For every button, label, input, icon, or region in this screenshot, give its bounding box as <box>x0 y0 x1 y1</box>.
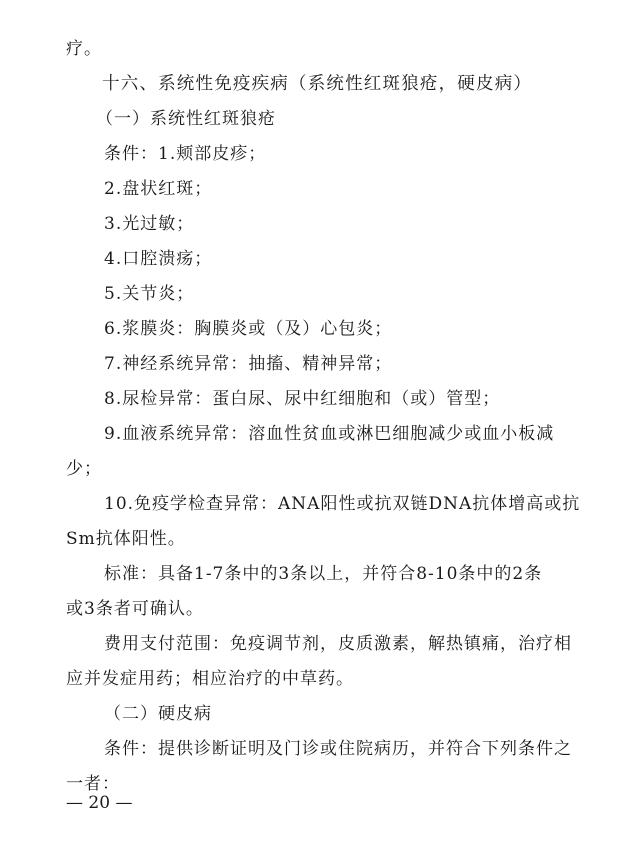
text-line: 应并发症用药；相应治疗的中草药。 <box>66 669 354 689</box>
text-line: 10.免疫学检查异常：ANA阳性或抗双链DNA抗体增高或抗 <box>104 494 581 514</box>
text-line: 标准：具备1-7条中的3条以上，并符合8-10条中的2条 <box>104 564 543 584</box>
text-line: 疗。 <box>66 39 102 59</box>
text-line: Sm抗体阳性。 <box>66 529 186 549</box>
text-line: 6.浆膜炎：胸膜炎或（及）心包炎； <box>104 319 393 339</box>
subsection-heading: （二）硬皮病 <box>104 704 212 724</box>
subsection-heading: （一）系统性红斑狼疮 <box>96 109 276 129</box>
text-line: 4.口腔溃疡； <box>104 249 213 269</box>
text-line: 2.盘状红斑； <box>104 179 213 199</box>
text-line: 条件：1.颊部皮疹； <box>104 144 267 164</box>
text-line: 一者： <box>66 774 120 794</box>
text-line: 7.神经系统异常：抽搐、精神异常； <box>104 354 393 374</box>
text-line: 条件：提供诊断证明及门诊或住院病历，并符合下列条件之 <box>104 739 572 759</box>
text-line: 少； <box>66 459 102 479</box>
text-line: 8.尿检异常：蛋白尿、尿中红细胞和（或）管型； <box>104 389 501 409</box>
section-heading: 十六、系统性免疫疾病（系统性红斑狼疮，硬皮病） <box>102 74 533 94</box>
text-line: 3.光过敏； <box>104 214 195 234</box>
text-line: 9.血液系统异常：溶血性贫血或淋巴细胞减少或血小板减 <box>104 424 555 444</box>
text-line: 费用支付范围：免疫调节剂，皮质激素，解热镇痛，治疗相 <box>104 634 572 654</box>
text-line: 5.关节炎； <box>104 284 195 304</box>
page-number: — 20 — <box>66 793 133 813</box>
text-line: 或3条者可确认。 <box>66 599 204 619</box>
